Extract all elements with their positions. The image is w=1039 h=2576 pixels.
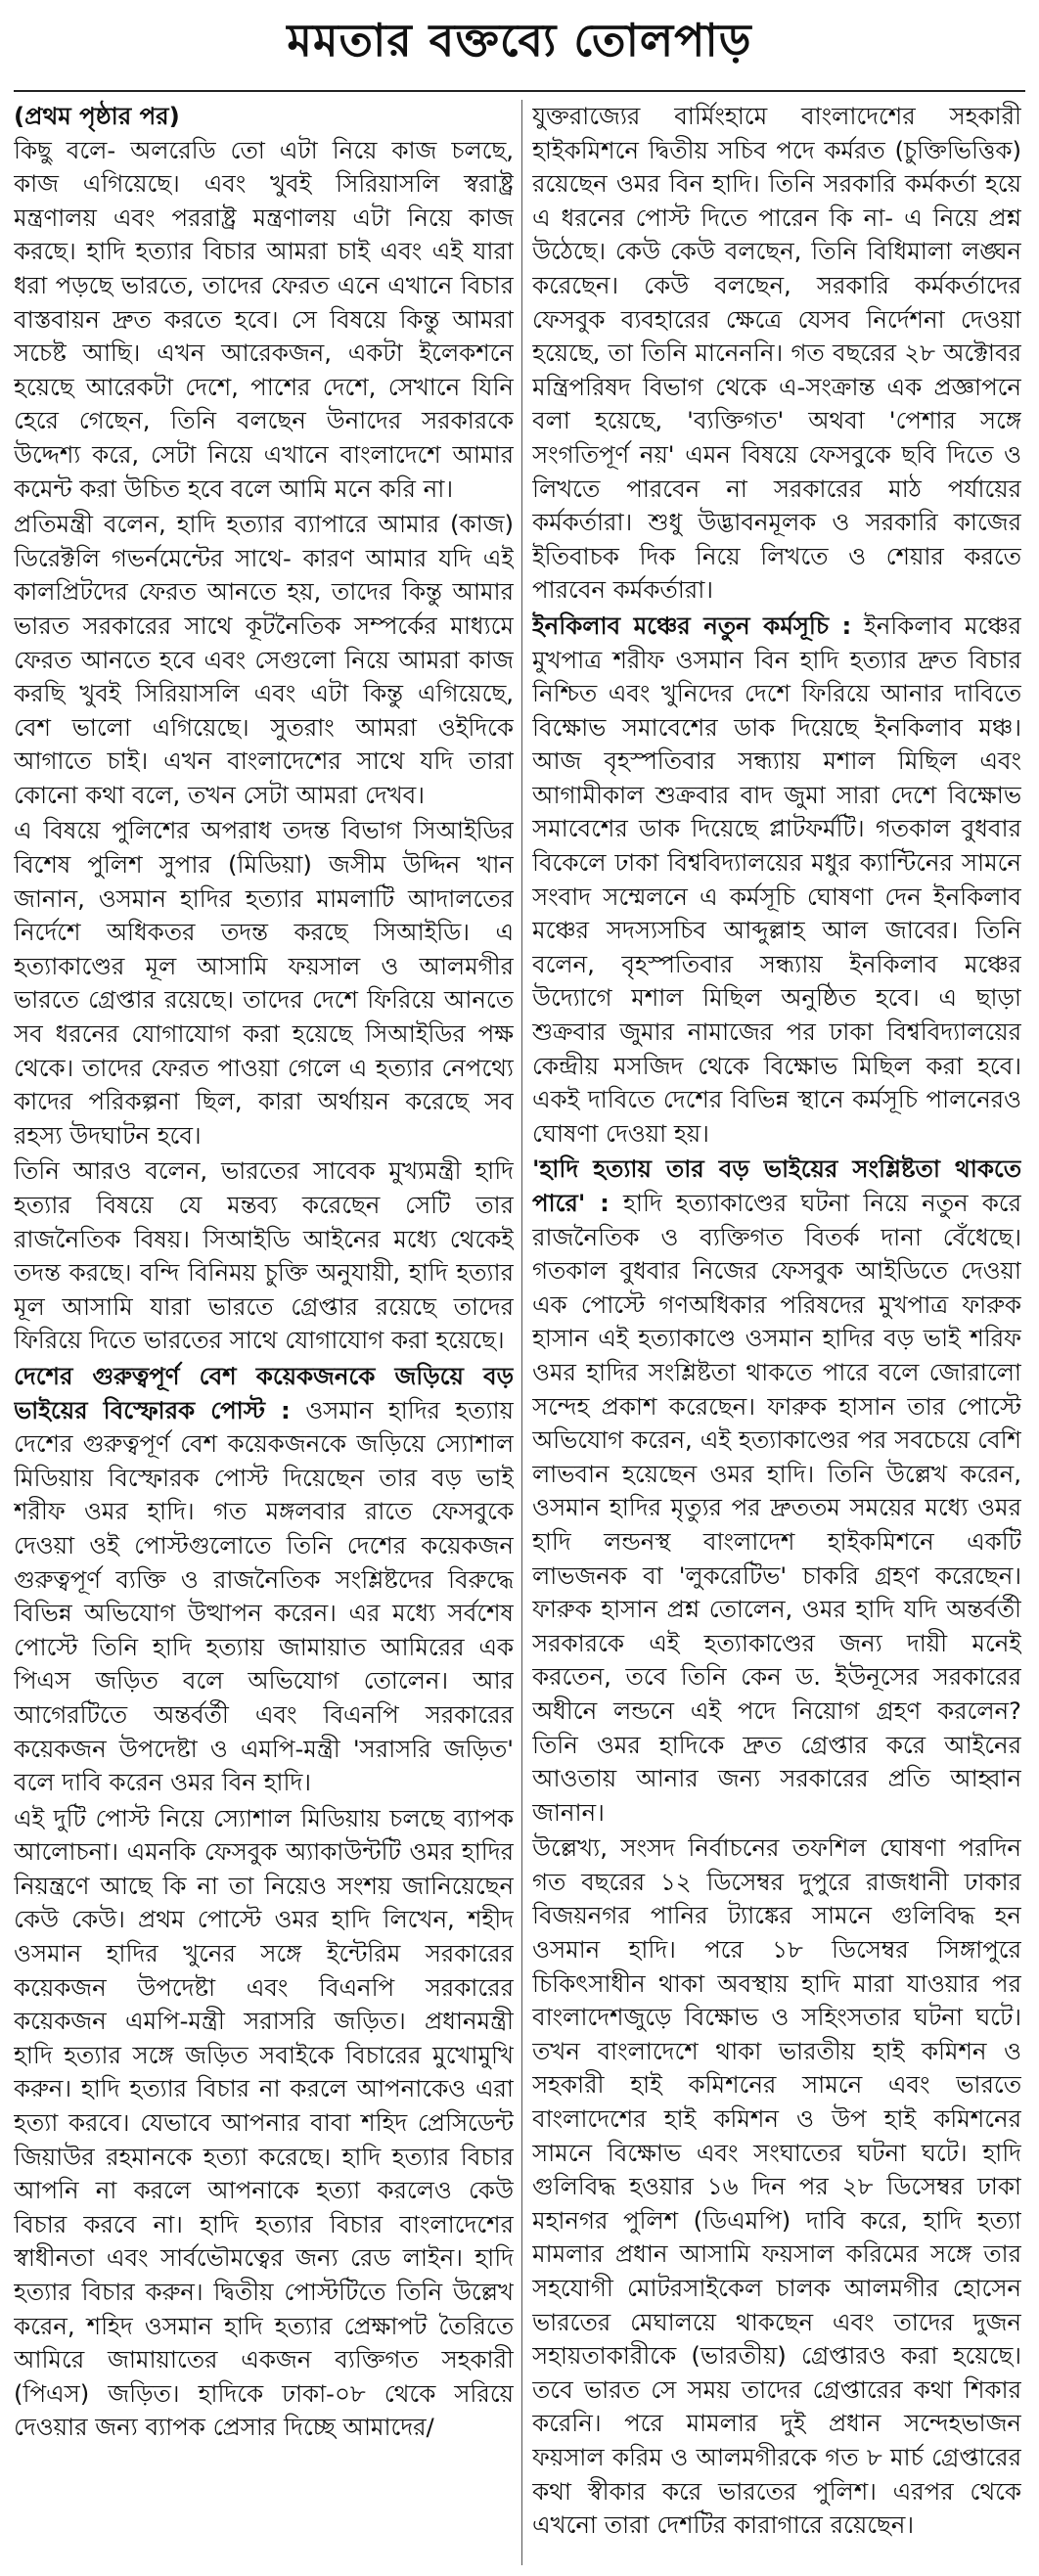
paragraph-text: হাদি হত্যাকাণ্ডের ঘটনা নিয়ে নতুন করে রাজনৈতিক ও ব্যক্তিগত বিতর্ক দানা বেঁধেছে। গতকাল বুধবার নিজের ফেসবুক আইডিতে দেওয়া এক পোস্টে গণঅধিকার পরিষদের মুখপাত্র ফারুক হাসান এই হত্যাকাণ্ডে ওসমান হাদির বড় ভাই শরিফ ওমর হাদির সংশ্লিষ্টতা থাকতে পারে বলে জোরালো সন্দেহ প্রকাশ করেছেন। ফারুক হাসান তার পোস্টে অভিযোগ করেন, এই হত্যাকাণ্ডের পর সবচেয়ে বেশি লাভবান হয়েছেন ওমর হাদি। তিনি উল্লেখ করেন, ওসমান হাদির মৃত্যুর পর দ্রুততম সময়ের মধ্যে ওমর হাদি লন্ডনস্থ বাংলাদেশ হাইকমিশনে একটি লাভজনক বা 'লুকরেটিভ' চাকরি গ্রহণ করেছেন। ফারুক হাসান প্রশ্ন তোলেন, ওমর হাদি যদি অন্তর্বর্তী সরকারকে এই হত্যাকাণ্ডের জন্য দায়ী মনেই করতেন, তবে তিনি কেন ড. ইউনূসের সরকারের অধীনে লন্ডনে এই পদে নিয়োগ গ্রহণ করলেন? তিনি ওমর হাদিকে দ্রুত গ্রেপ্তার করে আইনের আওতায় আনার জন্য সরকারের প্রতি আহ্বান জানান। — [532, 1189, 1021, 1827]
page-continuation: (প্রথম পৃষ্ঠার পর) — [14, 102, 180, 130]
article-paragraph — [532, 610, 1021, 1152]
headline-rule — [14, 90, 1025, 92]
paragraph-text: তিনি আরও বলেন, ভারতের সাবেক মুখ্যমন্ত্রী হাদি হত্যার বিষয়ে যে মন্তব্য করেছেন সেটি তার রাজনৈতিক বিষয়। সিআইডি আইনের মধ্যে থেকেই তদন্ত করছে। বন্দি বিনিময় চুক্তি অনুযায়ী, হাদি হত্যার মূল আসামি যারা ভারতে গ্রেপ্তার রয়েছে তাদের ফিরিয়ে দিতে ভারতের সাথে যোগাযোগ করা হয়েছে। — [14, 1156, 514, 1355]
article-paragraph — [532, 1152, 1021, 1830]
article-paragraph — [532, 100, 1021, 608]
article-paragraph — [14, 508, 514, 812]
paragraph-text: কিছু বলে- অলরেডি তো এটা নিয়ে কাজ চলছে, কাজ এগিয়েছে। এবং খুবই সিরিয়াসলি স্বরাষ্ট্র মন্ত্রণালয় এবং পররাষ্ট্র মন্ত্রণালয় এটা নিয়ে কাজ করছে। হাদি হত্যার বিচার আমরা চাই এবং এই যারা ধরা পড়ছে ভারতে, তাদের ফেরত এনে এখানে বিচার বাস্তবায়ন দ্রুত করতে হবে। সে বিষয়ে কিন্তু আমরা সচেষ্ট আছি। এখন আরেকজন, একটা ইলেকশনে হয়েছে আরেকটা দেশে, পাশের দেশে, সেখানে যিনি হেরে গেছেন, তিনি বলছেন উনাদের সরকারকে উদ্দেশ্য করে, সেটা নিয়ে এখানে বাংলাদেশে আমার কমেন্ট করা উচিত হবে বলে আমি মনে করি না। — [14, 135, 514, 503]
paragraph-text: ওসমান হাদির হত্যায় দেশের গুরুত্বপূর্ণ বেশ কয়েকজনকে জড়িয়ে স্যোশাল মিডিয়ায় বিস্ফোরক পোস্ট দিয়েছেন তার বড় ভাই শরীফ ওমর হাদি। গত মঙ্গলবার রাতে ফেসবুকে দেওয়া ওই পোস্টগুলোতে তিনি দেশের কয়েকজন গুরুত্বপূর্ণ ব্যক্তি ও রাজনৈতিক সংশ্লিষ্টদের বিরুদ্ধে বিভিন্ন অভিযোগ উত্থাপন করেন। এর মধ্যে সর্বশেষ পোস্টে তিনি হাদি হত্যায় জামায়াত আমিরের এক পিএস জড়িত বলে অভিযোগ তোলেন। আর আগেরটিতে অন্তর্বর্তী এবং বিএনপি সরকারের কয়েকজন উপদেষ্টা ও এমপি-মন্ত্রী 'সরাসরি জড়িত' বলে দাবি করেন ওমর বিন হাদি। — [14, 1395, 514, 1797]
article-paragraph — [14, 1802, 514, 2445]
article-paragraph — [14, 1154, 514, 1358]
paragraph-text: এই দুটি পোস্ট নিয়ে স্যোশাল মিডিয়ায় চলছে ব্যাপক আলোচনা। এমনকি ফেসবুক অ্যাকাউন্টটি ওমর হাদির নিয়ন্ত্রণে আছে কি না তা নিয়েও সংশয় জানিয়েছেন কেউ কেউ। প্রথম পোস্টে ওমর হাদি লিখেন, শহীদ ওসমান হাদির খুনের সঙ্গে ইন্টেরিম সরকারের কয়েকজন উপদেষ্টা এবং বিএনপি সরকারের কয়েকজন এমপি-মন্ত্রী সরাসরি জড়িত। প্রধানমন্ত্রী হাদি হত্যার সঙ্গে জড়িত সবাইকে বিচারের মুখোমুখি করুন। হাদি হত্যার বিচার না করলে আপনাকেও এরা হত্যা করবে। যেভাবে আপনার বাবা শহিদ প্রেসিডেন্ট জিয়াউর রহমানকে হত্যা করেছে। হাদি হত্যার বিচার আপনি না করলে আপনাকে হত্যা করলেও কেউ বিচার করবে না। হাদি হত্যার বিচার বাংলাদেশের স্বাধীনতা এবং সার্বভৌমত্বের জন্য রেড লাইন। হাদি হত্যার বিচার করুন। দ্বিতীয় পোস্টটিতে তিনি উল্লেখ করেন, শহিদ ওসমান হাদি হত্যার প্রেক্ষাপট তৈরিতে আমিরে জামায়াতের একজন ব্যক্তিগত সহকারী (পিএস) জড়িত। হাদিকে ঢাকা-০৮ থেকে সরিয়ে দেওয়ার জন্য ব্যাপক প্রেসার দিচ্ছে আমাদের/ — [14, 1803, 514, 2442]
paragraph-text: উল্লেখ্য, সংসদ নির্বাচনের তফশিল ঘোষণা পরদিন গত বছরের ১২ ডিসেম্বর দুপুরে রাজধানী ঢাকার বিজয়নগর পানির ট্যাঙ্কের সামনে গুলিবিদ্ধ হন ওসমান হাদি। পরে ১৮ ডিসেম্বর সিঙ্গাপুরে চিকিৎসাধীন থাকা অবস্থায় হাদি মারা যাওয়ার পর বাংলাদেশজুড়ে বিক্ষোভ ও সহিংসতার ঘটনা ঘটে। তখন বাংলাদেশে থাকা ভারতীয় হাই কমিশন ও সহকারী হাই কমিশনের সামনে এবং ভারতে বাংলাদেশের হাই কমিশন ও উপ হাই কমিশনের সামনে বিক্ষোভ এবং সংঘাতের ঘটনা ঘটে। হাদি গুলিবিদ্ধ হওয়ার ১৬ দিন পর ২৮ ডিসেম্বর ঢাকা মহানগর পুলিশ (ডিএমপি) দাবি করে, হাদি হত্যা মামলার প্রধান আসামি ফয়সাল করিমের সঙ্গে তার সহযোগী মোটরসাইকেল চালক আলমগীর হোসেন ভারতের মেঘালয়ে থাকছেন এবং তাদের দুজন সহায়তাকারীকে (ভারতীয়) গ্রেপ্তারও করা হয়েছে। তবে ভারত সে সময় তাদের গ্রেপ্তারের কথা শিকার করেনি। পরে মামলার দুই প্রধান সন্দেহভাজন ফয়সাল করিম ও আলমগীরকে গত ৮ মার্চ গ্রেপ্তারের কথা স্বীকার করে ভারতের পুলিশ। এরপর থেকে এখনো তারা দেশটির কারাগারে রয়েছেন। — [532, 1833, 1021, 2540]
column-divider — [521, 100, 522, 2565]
paragraph-text: এ বিষয়ে পুলিশের অপরাধ তদন্ত বিভাগ সিআইডির বিশেষ পুলিশ সুপার (মিডিয়া) জসীম উদ্দিন খান জানান, ওসমান হাদির হত্যার মামলাটি আদালতের নির্দেশে অধিকতর তদন্ত করছে সিআইডি। এ হত্যাকাণ্ডের মূল আসামি ফয়সাল ও আলমগীর ভারতে গ্রেপ্তার রয়েছে। তাদের দেশে ফিরিয়ে আনতে সব ধরনের যোগাযোগ করা হয়েছে সিআইডির পক্ষ থেকে। তাদের ফেরত পাওয়া গেলে এ হত্যার নেপথ্যে কাদের পরিকল্পনা ছিল, কারা অর্থায়ন করেছে সব রহস্য উদঘাটন হবে। — [14, 816, 514, 1150]
article-paragraph — [14, 134, 514, 507]
article-headline: মমতার বক্তব্যে তোলপাড় — [287, 14, 752, 67]
section-subhead: ইনকিলাব মঞ্চের নতুন কর্মসূচি : — [532, 610, 852, 640]
article-paragraph — [14, 1360, 514, 1800]
right-paragraphs — [532, 100, 1021, 2543]
paragraph-text: যুক্তরাজ্যের বার্মিংহামে বাংলাদেশের সহকারী হাইকমিশনে দ্বিতীয় সচিব পদে কর্মরত (চুক্তিভিত্তিক) রয়েছেন ওমর বিন হাদি। তিনি সরকারি কর্মকর্তা হয়ে এ ধরনের পোস্ট দিতে পারেন কি না- এ নিয়ে প্রশ্ন উঠেছে। কেউ কেউ বলছেন, তিনি বিধিমালা লঙ্ঘন করেছেন। কেউ বলছেন, সরকারি কর্মকর্তাদের ফেসবুক ব্যবহারের ক্ষেত্রে যেসব নির্দেশনা দেওয়া হয়েছে, তা তিনি মানেননি। গত বছরের ২৮ অক্টোবর মন্ত্রিপরিষদ বিভাগ থেকে এ-সংক্রান্ত এক প্রজ্ঞাপনে বলা হয়েছে, 'ব্যক্তিগত' অথবা 'পেশার সঙ্গে সংগতিপূর্ণ নয়' এমন বিষয়ে ফেসবুকে ছবি দিতে ও লিখতে পারবেন না সরকারের মাঠ পর্যায়ের কর্মকর্তারা। শুধু উদ্ভাবনমূলক ও সরকারি কাজের ইতিবাচক দিক নিয়ে লিখতে ও শেয়ার করতে পারবেন কর্মকর্তারা। — [532, 102, 1021, 605]
article-paragraph — [532, 1831, 1021, 2542]
paragraph-text: প্রতিমন্ত্রী বলেন, হাদি হত্যার ব্যাপারে আমার (কাজ) ডিরেক্টলি গভর্নমেন্টের সাথে- কারণ আমার যদি এই কালপ্রিটদের ফেরত আনতে হয়, তাদের কিন্তু আমার ভারত সরকারের সাথে কূটনৈতিক সম্পর্কের মাধ্যমে ফেরত আনতে হবে এবং সেগুলো নিয়ে আমরা কাজ করছি খুবই সিরিয়াসলি এবং এটা কিন্তু এগিয়েছে, বেশ ভালো এগিয়েছে। সুতরাং আমরা ওইদিকে আগাতে চাই। এখন বাংলাদেশের সাথে যদি তারা কোনো কথা বলে, তখন সেটা আমরা দেখব। — [14, 510, 514, 809]
left-column — [14, 100, 514, 2565]
article-paragraph — [14, 814, 514, 1152]
section-subhead: 'হাদি হত্যায় তার বড় ভাইয়ের সংশ্লিষ্টতা থাকতে পারে' : — [532, 1154, 1021, 1217]
left-paragraphs — [14, 134, 514, 2445]
paragraph-text: ইনকিলাব মঞ্চের মুখপাত্র শরীফ ওসমান বিন হাদি হত্যার দ্রুত বিচার নিশ্চিত এবং খুনিদের দেশে ফিরিয়ে আনার দাবিতে বিক্ষোভ সমাবেশের ডাক দিয়েছে ইনকিলাব মঞ্চ। আজ বৃহস্পতিবার সন্ধ্যায় মশাল মিছিল এবং আগামীকাল শুক্রবার বাদ জুমা সারা দেশে বিক্ষোভ সমাবেশের ডাক দিয়েছে প্লাটফর্মটি। গতকাল বুধবার বিকেলে ঢাকা বিশ্ববিদ্যালয়ের মধুর ক্যান্টিনের সামনে সংবাদ সম্মেলনে এ কর্মসূচি ঘোষণা দেন ইনকিলাব মঞ্চের সদস্যসচিব আব্দুল্লাহ আল জাবের। তিনি বলেন, বৃহস্পতিবার সন্ধ্যায় ইনকিলাব মঞ্চের উদ্যোগে মশাল মিছিল অনুষ্ঠিত হবে। এ ছাড়া শুক্রবার জুমার নামাজের পর ঢাকা বিশ্ববিদ্যালয়ের কেন্দ্রীয় মসজিদ থেকে বিক্ষোভ মিছিল করা হবে। একই দাবিতে দেশের বিভিন্ন স্থানে কর্মসূচি পালনেরও ঘোষণা দেওয়া হয়। — [532, 610, 1021, 1148]
section-subhead: দেশের গুরুত্বপূর্ণ বেশ কয়েকজনকে জড়িয়ে বড় ভাইয়ের বিস্ফোরক পোস্ট : — [14, 1361, 514, 1424]
right-column — [532, 100, 1021, 2565]
